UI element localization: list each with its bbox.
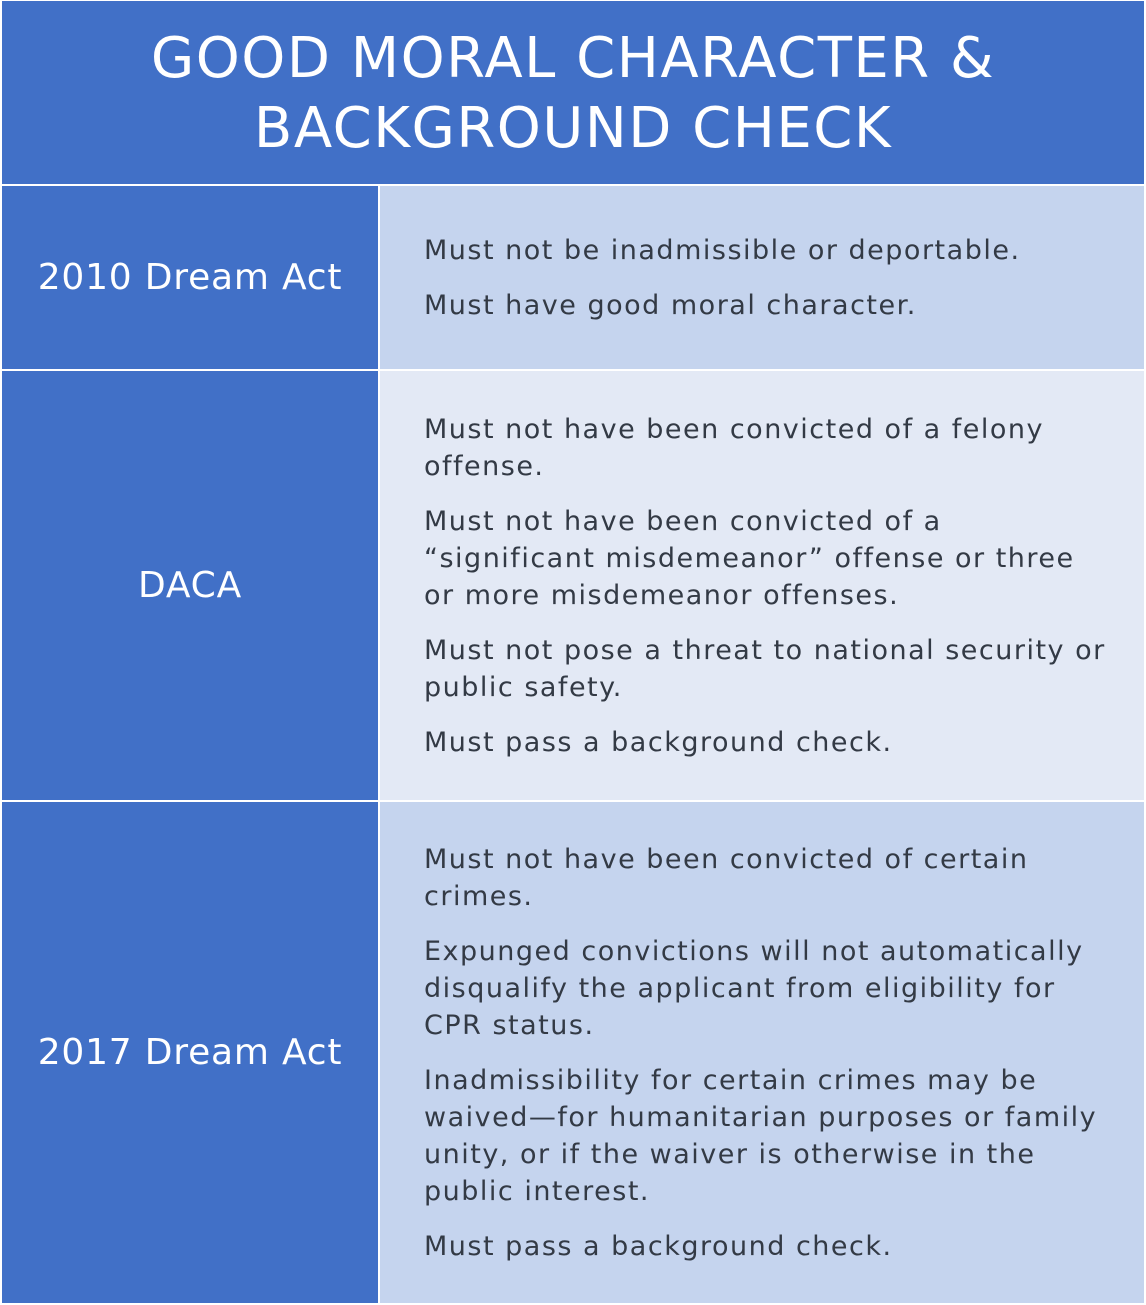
table-title [2, 1, 1144, 184]
table-row-2010-dream-act [2, 186, 1144, 369]
requirement-item: Must have good moral character. [424, 289, 917, 321]
requirement-item: Must not have been convicted of a “significant misdemeanor” offense or three or more misdemeanor offenses. [424, 505, 1075, 611]
requirement-item: Must not be inadmissible or deportable. [424, 234, 1021, 266]
row-content-2010-dream-act [380, 186, 1144, 369]
row-content-2017-dream-act [380, 802, 1144, 1303]
title-line-1: GOOD MORAL CHARACTER & [150, 26, 996, 91]
table-title-text [151, 24, 995, 164]
requirement-item: Must pass a background check. [424, 726, 893, 758]
title-line-2: BACKGROUND CHECK [253, 96, 893, 161]
requirement-item: Must not pose a threat to national security or public safety. [424, 634, 1106, 703]
requirement-item: Must not have been convicted of a felony offense. [424, 413, 1045, 482]
row-content-daca [380, 371, 1144, 800]
row-label-2017-dream-act: 2017 Dream Act [2, 802, 378, 1303]
row-label-daca: DACA [2, 371, 378, 800]
requirement-item: Must pass a background check. [424, 1230, 893, 1262]
requirement-item: Expunged convictions will not automatically disqualify the applicant from eligibility for CPR status. [424, 935, 1084, 1041]
requirement-item: Must not have been convicted of certain crimes. [424, 843, 1029, 912]
requirement-item: Inadmissibility for certain crimes may be waived—for humanitarian purposes or family unity, or if the waiver is otherwise in the public interest. [424, 1064, 1098, 1207]
table-row-2017-dream-act [2, 802, 1144, 1303]
row-label-2010-dream-act: 2010 Dream Act [2, 186, 378, 369]
table-row-daca [2, 371, 1144, 800]
